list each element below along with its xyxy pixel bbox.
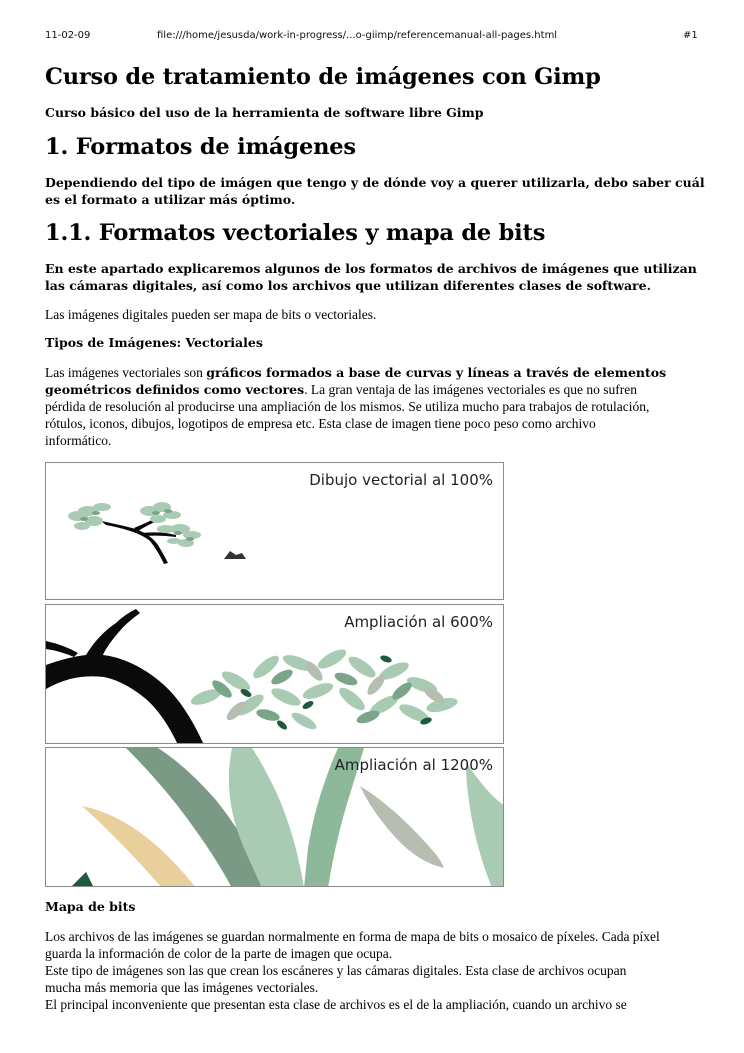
print-date: 11-02-09 [45,30,91,41]
section-1-1-heading: 1.1. Formatos vectoriales y mapa de bits [45,220,546,246]
bitmap-paragraph-line-3: Este tipo de imágenes son las que crean los escáneres y las cámaras digitales. Esta clase de archivos ocupan [45,963,627,978]
figure-panel-zoom-600 [45,604,504,744]
section-1-intro-line-1: Dependiendo del tipo de imágen que tengo y de dónde voy a querer utilizarla, debo saber cuál [45,175,705,190]
dark-leaf-tip [70,872,94,887]
bonsai-tree [68,502,201,564]
bitmap-heading: Mapa de bits [45,899,136,914]
light-leaf-right [466,762,504,887]
vector-paragraph-line-5: informático. [45,433,112,448]
figure-panel-zoom-1200 [45,747,504,887]
rock-shape [224,551,246,559]
grey-leaf [360,786,444,868]
digital-images-paragraph: Las imágenes digitales pueden ser mapa de bits o vectoriales. [45,307,377,322]
vector-paragraph-line-3: pérdida de resolución al producirse una ampliación de los mismos. Se utiliza mucho para trabajos de rotulación, [45,399,650,414]
tan-leaf [82,806,196,887]
page-subtitle: Curso básico del uso de la herramienta de software libre Gimp [45,105,484,120]
section-1-heading: 1. Formatos de imágenes [45,134,356,160]
vector-paragraph-line-1: Las imágenes vectoriales son gráficos formados a base de curvas y líneas a través de elementos [45,365,667,380]
panel-1-caption: Dibujo vectorial al 100% [309,471,493,489]
bitmap-paragraph-line-4: mucha más memoria que las imágenes vectoriales. [45,980,319,995]
print-path: file:///home/jesusda/work-in-progress/...o-giimp/referencemanual-all-pages.html [157,30,558,41]
page-title: Curso de tratamiento de imágenes con Gimp [45,64,601,90]
bitmap-paragraph-line-2: guarda la información de color de la parte de imagen que ocupa. [45,946,393,961]
vector-paragraph-line-4: rótulos, iconos, dibujos, logotipos de empresa etc. Esta clase de imagen tiene poco peso como archivo [45,416,596,431]
figure-panel-vector-100 [45,462,504,600]
vector-types-heading: Tipos de Imágenes: Vectoriales [45,335,263,350]
print-page-number: #1 [683,30,698,41]
branch-shape [46,655,204,744]
panel-2-caption: Ampliación al 600% [344,613,493,631]
bitmap-paragraph-line-5: El principal inconveniente que presentan esta clase de archivos es el de la ampliación, cuando un archivo se [45,997,627,1012]
vector-paragraph-line-2: geométricos definidos como vectores. La gran ventaja de las imágenes vectoriales es que no sufren [45,382,637,397]
section-1-intro-line-2: es el formato a utilizar más óptimo. [45,192,296,207]
section-1-1-intro-line-2: las cámaras digitales, así como los archivos que utilizan diferentes clases de software. [45,278,651,293]
panel-3-caption: Ampliación al 1200% [334,756,493,774]
section-1-1-intro-line-1: En este apartado explicaremos algunos de los formatos de archivos de imágenes que utilizan [45,261,697,276]
bitmap-paragraph-line-1: Los archivos de las imágenes se guardan normalmente en forma de mapa de bits o mosaico de píxeles. Cada píxel [45,929,660,944]
